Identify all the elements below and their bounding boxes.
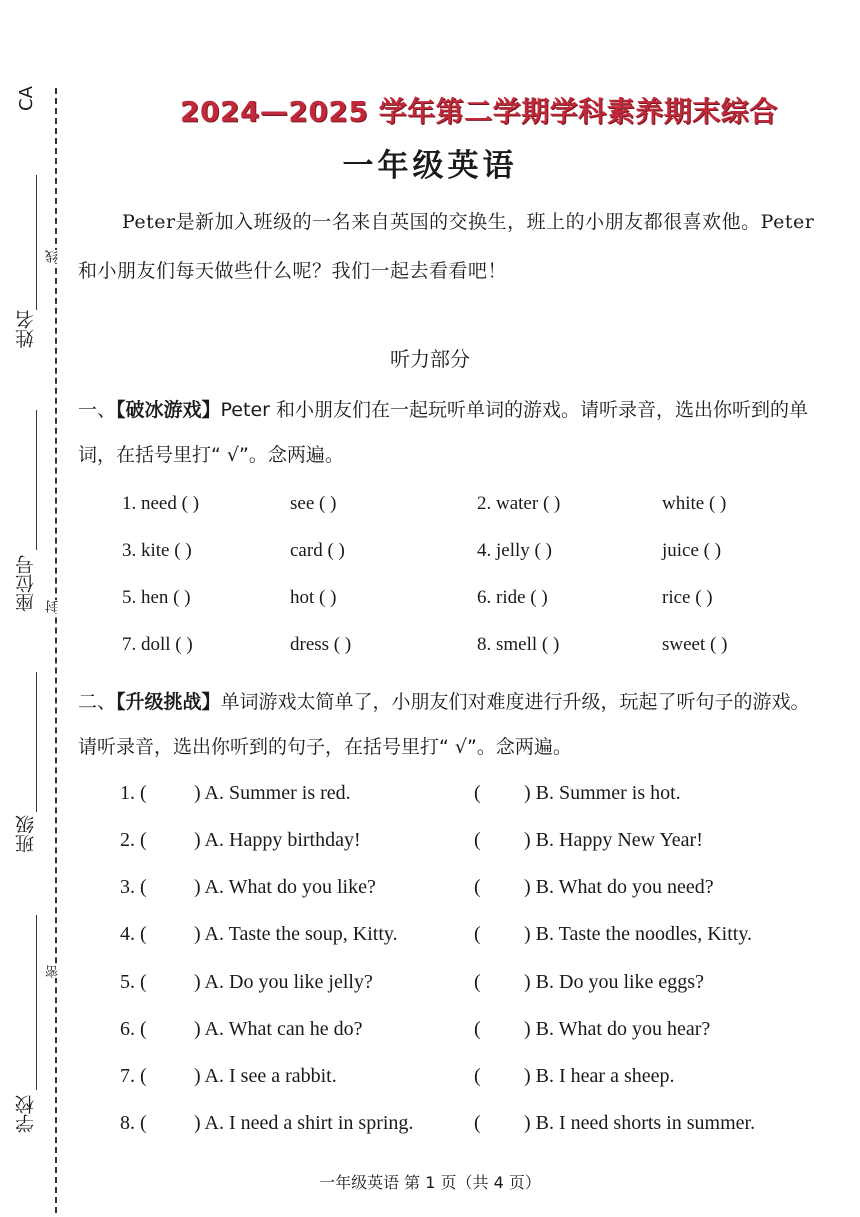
- option-a[interactable]: ) A. Happy birthday!: [194, 829, 361, 851]
- answer-paren-b[interactable]: (: [474, 829, 481, 851]
- answer-paren[interactable]: 5. (: [120, 971, 147, 993]
- exam-subtitle: 一年级英语: [342, 148, 518, 184]
- word-option[interactable]: 1. need ( ): [122, 493, 200, 514]
- word-option[interactable]: 4. jelly ( ): [477, 540, 552, 561]
- answer-paren[interactable]: 6. (: [120, 1018, 147, 1040]
- name-field[interactable]: [36, 175, 37, 310]
- part1-number: 一、: [78, 399, 117, 421]
- school-label: 学校: [15, 1095, 37, 1133]
- word-option[interactable]: 5. hen ( ): [122, 587, 191, 608]
- cut-word-secret: 密: [44, 965, 64, 978]
- answer-paren[interactable]: 2. (: [120, 829, 147, 851]
- sentence-item: [0, 829, 860, 859]
- sentence-item: [0, 876, 860, 906]
- option-a[interactable]: ) A. What can he do?: [194, 1018, 363, 1040]
- word-option[interactable]: 3. kite ( ): [122, 540, 192, 561]
- answer-paren[interactable]: 7. (: [120, 1065, 147, 1087]
- answer-paren[interactable]: 8. (: [120, 1112, 147, 1134]
- sentence-item: [0, 782, 860, 812]
- answer-paren[interactable]: 1. (: [120, 782, 147, 804]
- word-option[interactable]: hot ( ): [290, 587, 337, 608]
- word-option[interactable]: sweet ( ): [662, 634, 728, 655]
- page-footer: 一年级英语 第 1 页（共 4 页）: [319, 1173, 541, 1192]
- word-option[interactable]: juice ( ): [662, 540, 722, 561]
- part1-instruction: Peter 和小朋友们在一起玩听单词的游戏。请听录音，选出你听到的单词，在括号里打“ √”。念两遍。: [78, 399, 808, 466]
- option-a[interactable]: ) A. What do you like?: [194, 876, 376, 898]
- seat-label: 座位号: [15, 555, 37, 612]
- word-option[interactable]: card ( ): [290, 540, 345, 561]
- cut-word-line: 线: [44, 250, 64, 263]
- answer-paren-b[interactable]: (: [474, 1018, 481, 1040]
- option-a[interactable]: ) A. Taste the soup, Kitty.: [194, 923, 398, 945]
- part1-heading: [78, 388, 828, 478]
- answer-paren-b[interactable]: (: [474, 971, 481, 993]
- option-a[interactable]: ) A. I see a rabbit.: [194, 1065, 337, 1087]
- exam-title: 2024—2025 学年第二学期学科素养期末综合: [180, 95, 778, 128]
- sentence-item: [0, 1065, 860, 1095]
- option-b[interactable]: ) B. Happy New Year!: [524, 829, 703, 851]
- sentence-item: [0, 971, 860, 1001]
- word-option[interactable]: white ( ): [662, 493, 727, 514]
- part2-number: 二、: [78, 691, 117, 713]
- word-option[interactable]: see ( ): [290, 493, 337, 514]
- option-b[interactable]: ) B. What do you hear?: [524, 1018, 711, 1040]
- answer-paren[interactable]: 4. (: [120, 923, 147, 945]
- option-b[interactable]: ) B. What do you need?: [524, 876, 714, 898]
- sentence-item: [0, 1018, 860, 1048]
- option-b[interactable]: ) B. Taste the noodles, Kitty.: [524, 923, 753, 945]
- word-option[interactable]: rice ( ): [662, 587, 713, 608]
- word-option[interactable]: 7. doll ( ): [122, 634, 193, 655]
- word-option[interactable]: 2. water ( ): [477, 493, 561, 514]
- word-option[interactable]: 8. smell ( ): [477, 634, 560, 655]
- option-b[interactable]: ) B. Do you like eggs?: [524, 971, 704, 993]
- option-a[interactable]: ) A. Do you like jelly?: [194, 971, 373, 993]
- option-b[interactable]: ) B. I hear a sheep.: [524, 1065, 675, 1087]
- answer-paren-b[interactable]: (: [474, 923, 481, 945]
- answer-paren-b[interactable]: (: [474, 782, 481, 804]
- answer-paren-b[interactable]: (: [474, 876, 481, 898]
- sentence-item: [0, 923, 860, 953]
- cut-word-seal: 封: [44, 600, 64, 613]
- intro-paragraph: Peter是新加入班级的一名来自英国的交换生，班上的小朋友都很喜欢他。Peter和小朋友们每天做些什么呢？我们一起去看看吧！: [78, 211, 815, 282]
- sentence-item: [0, 1112, 860, 1142]
- word-option[interactable]: dress ( ): [290, 634, 352, 655]
- answer-paren-b[interactable]: (: [474, 1112, 481, 1134]
- option-a[interactable]: ) A. I need a shirt in spring.: [194, 1112, 414, 1134]
- option-a[interactable]: ) A. Summer is red.: [194, 782, 351, 804]
- section-title: 听力部分: [390, 347, 470, 371]
- option-b[interactable]: ) B. Summer is hot.: [524, 782, 681, 804]
- answer-paren-b[interactable]: (: [474, 1065, 481, 1087]
- seat-field[interactable]: [36, 410, 37, 550]
- class-label: 班级: [15, 815, 37, 853]
- answer-paren[interactable]: 3. (: [120, 876, 147, 898]
- part2-heading: [78, 680, 828, 770]
- part2-instruction: 单词游戏太简单了，小朋友们对难度进行升级，玩起了听句子的游戏。请听录音，选出你听到的句子，在括号里打“ √”。念两遍。: [78, 691, 810, 758]
- part2-tag: 【升级挑战】: [116, 691, 221, 713]
- name-label: 姓名: [15, 310, 37, 348]
- paper-code: CA: [15, 86, 37, 111]
- option-b[interactable]: ) B. I need shorts in summer.: [524, 1112, 756, 1134]
- word-option[interactable]: 6. ride ( ): [477, 587, 548, 608]
- part1-tag: 【破冰游戏】: [116, 399, 221, 421]
